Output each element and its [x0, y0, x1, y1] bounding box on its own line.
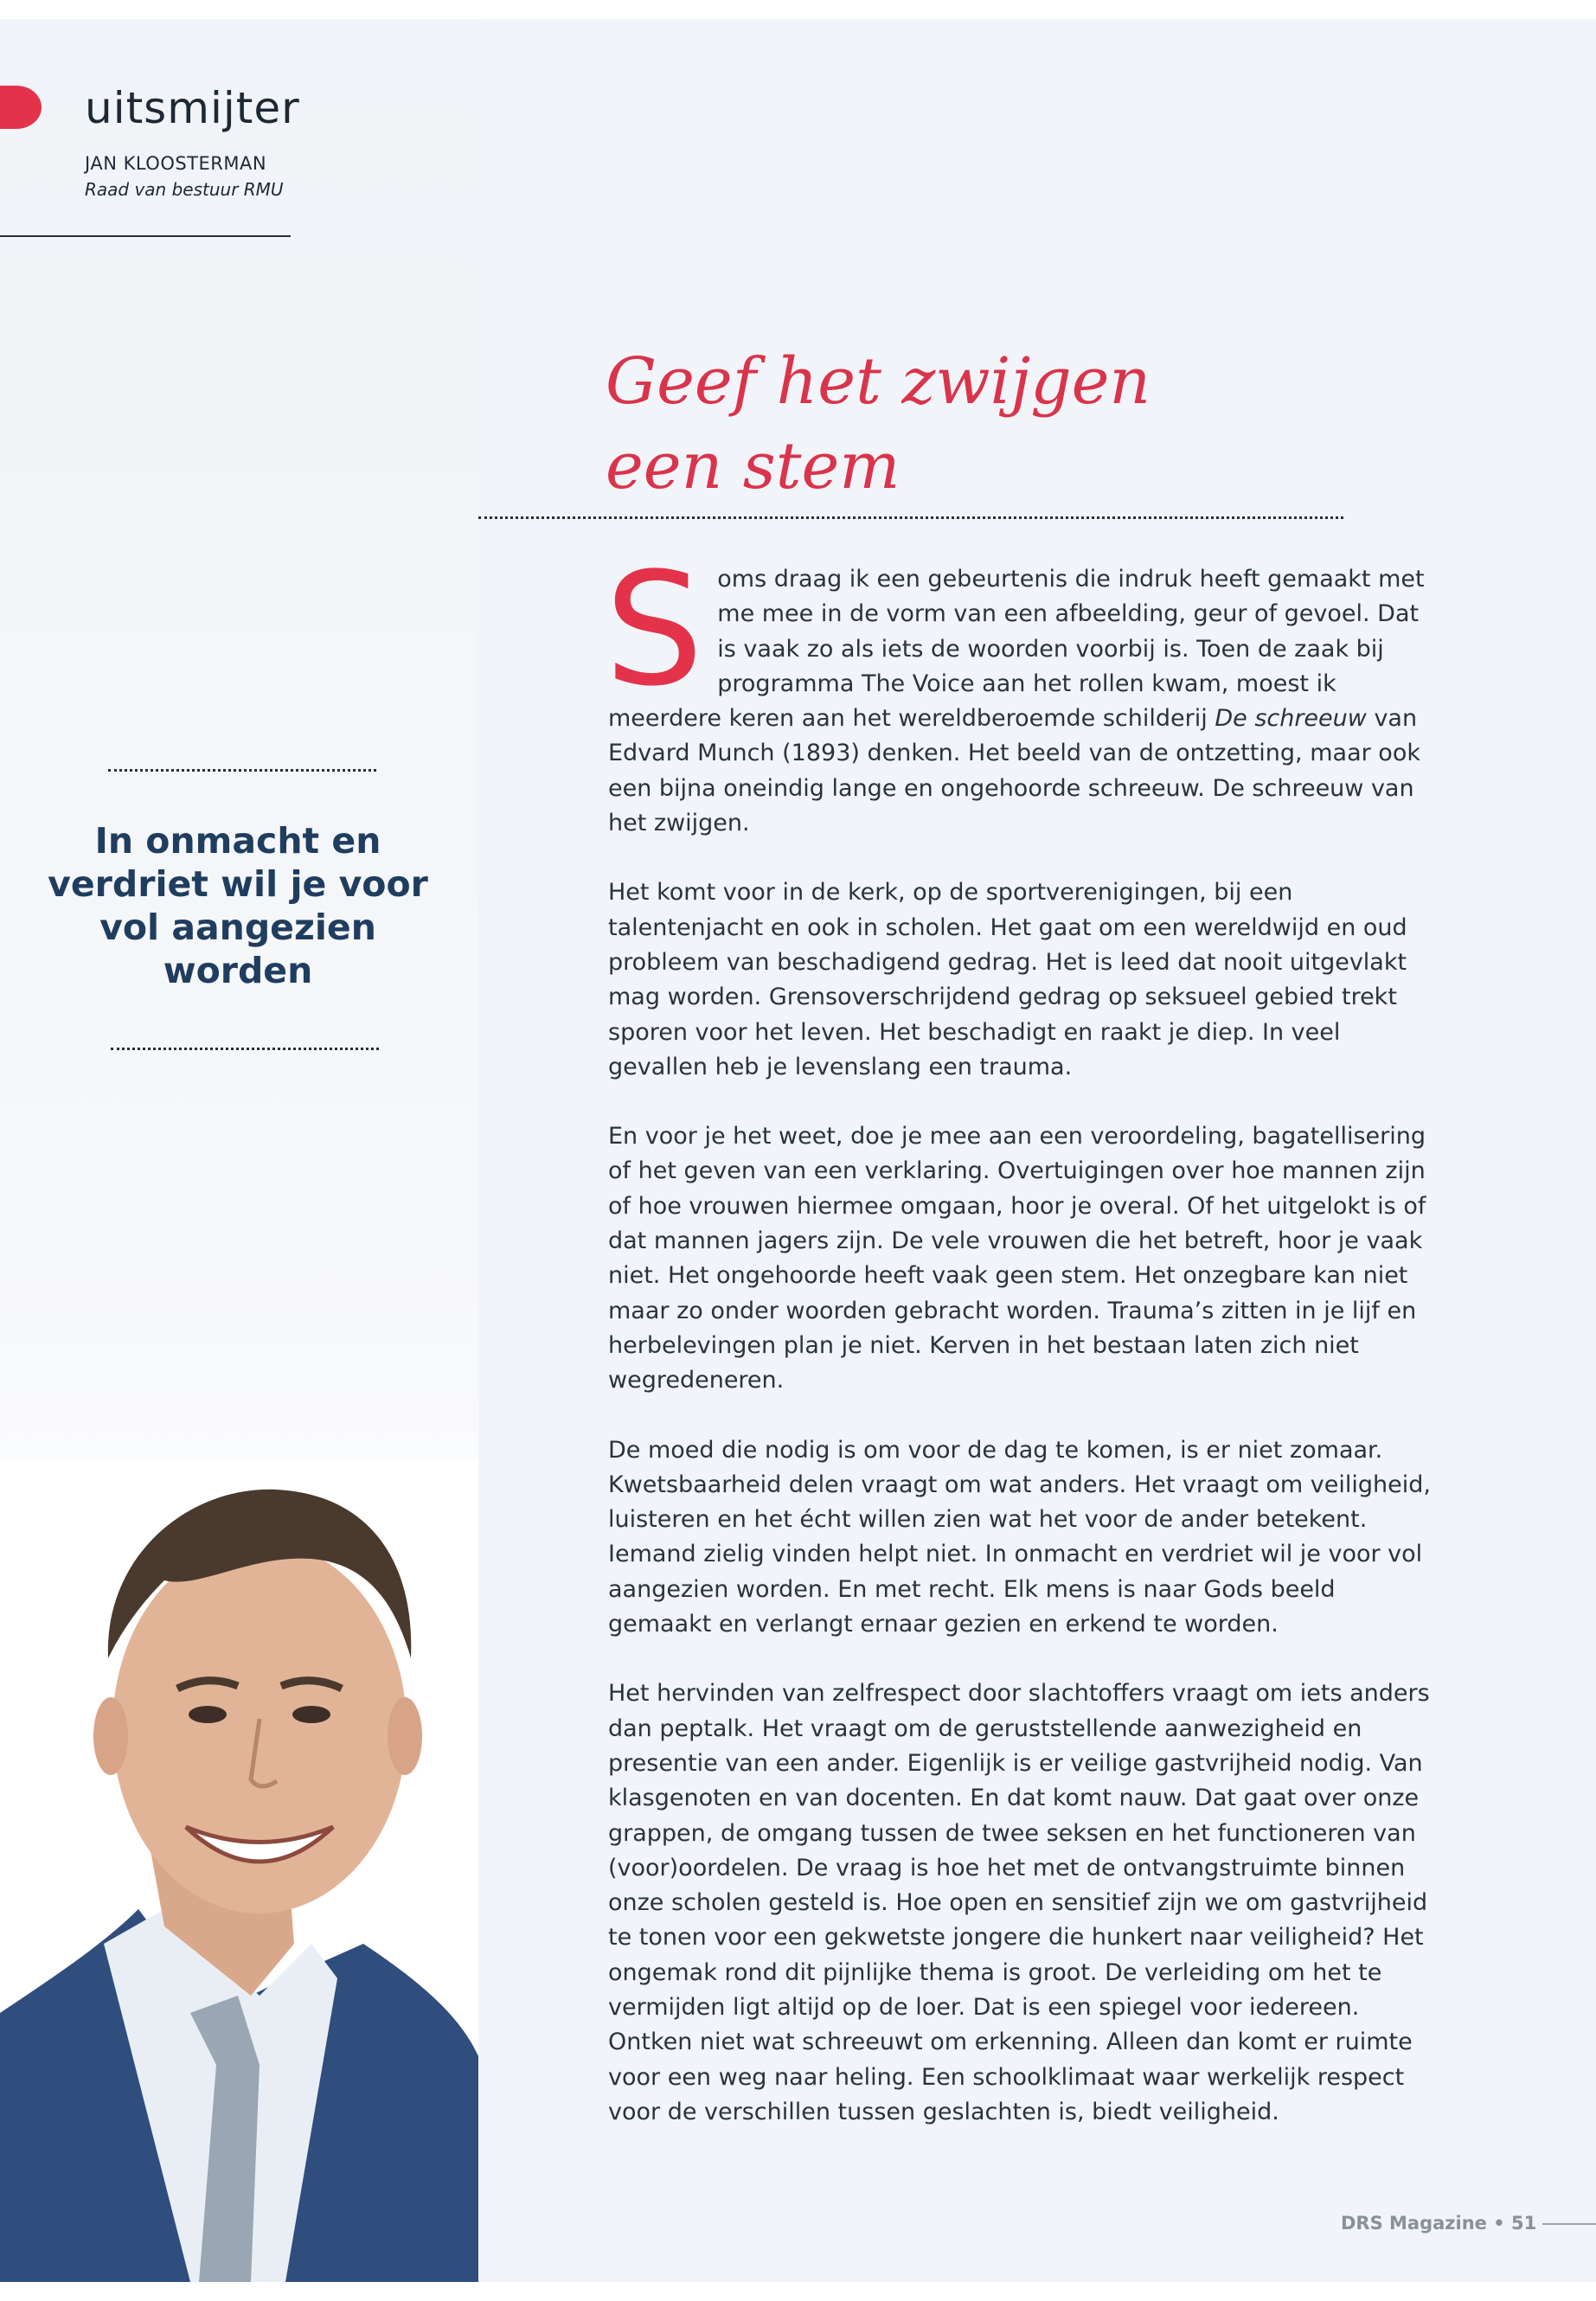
page-number: 51 — [1511, 2213, 1537, 2234]
magazine-name: DRS Magazine — [1341, 2213, 1487, 2234]
author-divider — [0, 235, 291, 237]
artwork-title: De schreeuw — [1215, 705, 1367, 733]
page-footer — [1341, 2213, 1536, 2234]
headline-line-2: een stem — [606, 429, 901, 503]
footer-separator: • — [1493, 2213, 1505, 2234]
author-role: Raad van bestuur RMU — [85, 179, 284, 200]
paragraph-text: van Edvard Munch (1893) denken. Het beeld van de ontzetting, maar ook een bijna oneindig lange en ongehoorde schreeuw. De schreeuw van het zwijgen. — [608, 705, 1420, 837]
article-body — [605, 540, 1439, 2164]
headline-line-1: Geef het zwijgen — [606, 344, 1151, 419]
author-name: JAN KLOOSTERMAN — [85, 153, 267, 174]
paragraph: De moed die nodig is om voor de dag te komen, is er niet zomaar. Kwetsbaarheid delen vraagt om wat anders. Het vraagt om veiligheid, luisteren en het écht willen zien wat het voor de ander betekent. Iemand zielig vinden helpt niet. In onmacht en verdriet wil je voor vol aangezien worden. En met recht. Elk mens is naar Gods beeld gemaakt en verlangt ernaar gezien en erkend te worden. — [608, 1436, 1431, 1638]
drop-cap: S — [605, 540, 704, 721]
section-title: uitsmijter — [85, 83, 300, 133]
paragraph: Het hervinden van zelfrespect door slachtoffers vraagt om iets anders dan peptalk. Het vraagt om de geruststellende aanwezigheid en presentie van een ander. Eigenlijk is er veilige gastvrijheid nodig. Van klasgenoten en van docenten. En dat komt nauw. Dat gaat over onze grappen, de omgang tussen de twee seksen en het functioneren van (voor)oordelen. De vraag is hoe het met de ontvangstruimte binnen onze scholen gesteld is. Hoe open en sensitief zijn we om gastvrijheid te tonen voor een gekwetste jongere die hunkert naar veiligheid? Het ongemak rond dit pijnlijke thema is groot. De verleiding om het te vermijden ligt altijd op de loer. Dat is een spiegel voor iedereen. Ontken niet wat schreeuwt om erkenning. Alleen dan komt er ruimte voor een weg naar heling. Een schoolklimaat waar werkelijk respect voor de verschillen tussen geslachten is, biedt veiligheid. — [608, 1680, 1430, 2125]
footer-rule — [1542, 2223, 1596, 2225]
section-marker-icon — [0, 86, 42, 129]
magazine-page — [0, 19, 1596, 2282]
paragraph-text: oms draag ik een gebeurtenis die indruk heeft gemaakt met me mee in de vorm van een afbeelding, geur of gevoel. Dat is vaak zo als iets de woorden voorbij is. Toen de zaak bij programma The Voice aan het rollen kwam, moest ik meerdere keren aan het wereldberoemde schilderij — [608, 566, 1425, 733]
author-portrait — [0, 1459, 478, 2282]
quote-divider-bottom — [111, 1048, 379, 1050]
headline-divider — [478, 516, 1343, 519]
quote-divider-top — [108, 769, 376, 772]
paragraph: Het komt voor in de kerk, op de sportverenigingen, bij een talentenjacht en ook in scholen. Het gaat om een wereldwijd en oud probleem van beschadigend gedrag. Het is leed dat nooit uitgevlakt mag worden. Grensoverschrijdend gedrag op seksueel gebied trekt sporen voor het leven. Het beschadigt en raakt je diep. In veel gevallen heb je levenslang een trauma. — [608, 879, 1407, 1080]
sidebar — [0, 19, 478, 2282]
paragraph — [605, 540, 1439, 841]
paragraph: En voor je het weet, doe je mee aan een veroordeling, bagatellisering of het geven van een verklaring. Overtuigingen over hoe mannen zijn of hoe vrouwen hiermee omgaan, hoor je overal. Of het uitgelokt is of dat mannen jagers zijn. De vele vrouwen die het betreft, hoor je vaak niet. Het ongehoorde heeft vaak geen stem. Het onzegbare kan niet maar zo onder woorden gebracht worden. Trauma’s zitten in je lijf en herbelevingen plan je niet. Kerven in het bestaan laten zich niet wegredeneren. — [608, 1123, 1426, 1394]
article-headline — [606, 339, 1211, 509]
pull-quote: In onmacht en verdriet wil je voor vol aangezien worden — [48, 820, 428, 991]
